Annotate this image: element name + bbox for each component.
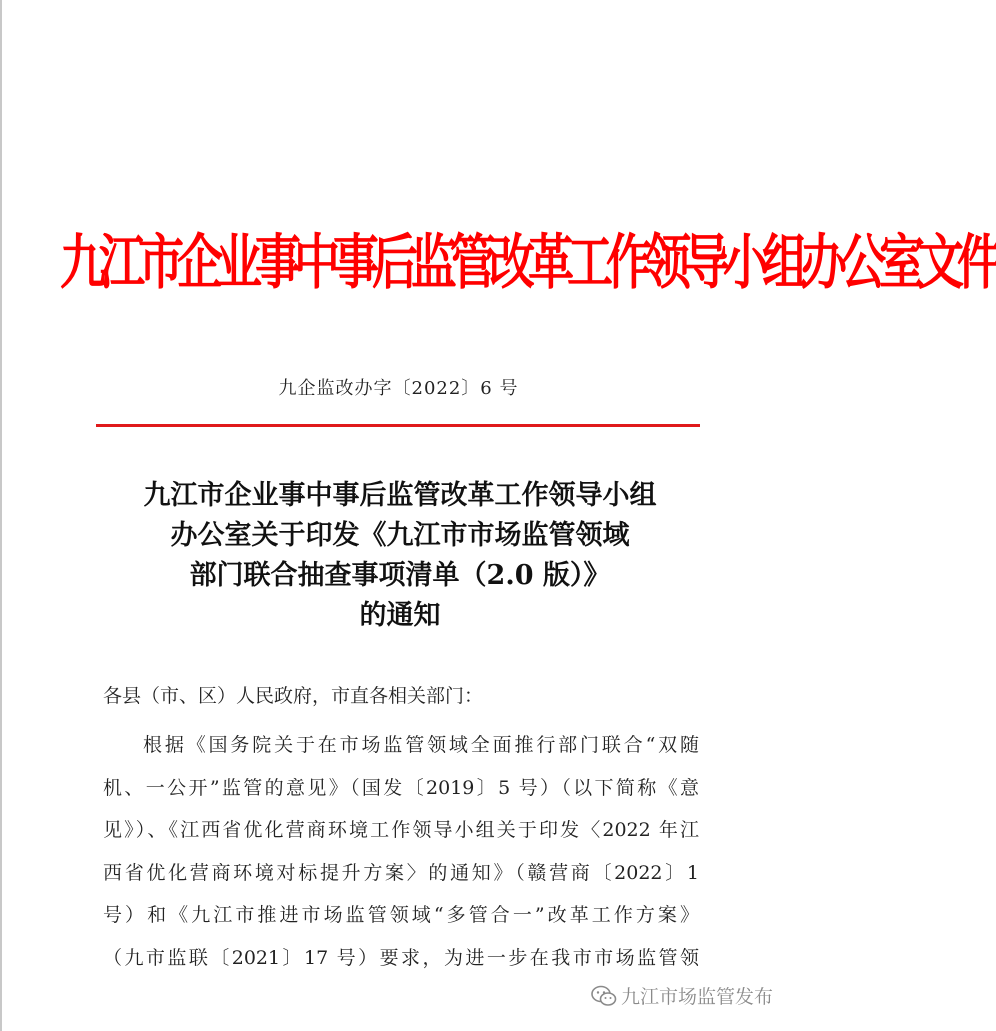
title-line: 九江市企业事中事后监管改革工作领导小组: [143, 480, 657, 511]
body-line: 见》）、《江西省优化营商环境工作领导小组关于印发〈2022 年江: [103, 819, 699, 842]
wechat-icon: [591, 985, 617, 1007]
watermark-text: 九江市场监管发布: [620, 986, 773, 1008]
body-line: 根据《国务院关于在市场监管领域全面推行部门联合“双随: [143, 734, 699, 756]
body-paragraph: [103, 724, 699, 980]
body-line: 西省优化营商环境对标提升方案〉的通知》（赣营商〔2022〕1: [103, 861, 699, 884]
body-line: 号）和《九江市推进市场监管领域“多管合一”改革工作方案》: [103, 904, 699, 927]
title-line: 办公室关于印发《九江市市场监管领域: [170, 520, 630, 551]
watermark: [591, 982, 773, 1009]
body-line: （九市监联〔2021〕17 号）要求，为进一步在我市市场监管领: [103, 946, 699, 969]
issuer-header: 九江市企业事中事后监管改革工作领导小组办公室文件: [60, 226, 996, 298]
body-line: 机、一公开”监管的意见》（国发〔2019〕5 号）（以下简称《意: [103, 776, 699, 799]
title-line: 部门联合抽查事项清单（2.0 版）》: [189, 560, 611, 591]
red-divider-line: [96, 424, 700, 427]
salutation: 各县（市、区）人民政府，市直各相关部门：: [103, 685, 484, 707]
document-number: 九企监改办字〔2022〕6 号: [278, 378, 519, 399]
title-line: 的通知: [359, 600, 441, 631]
document-title: [60, 476, 740, 636]
